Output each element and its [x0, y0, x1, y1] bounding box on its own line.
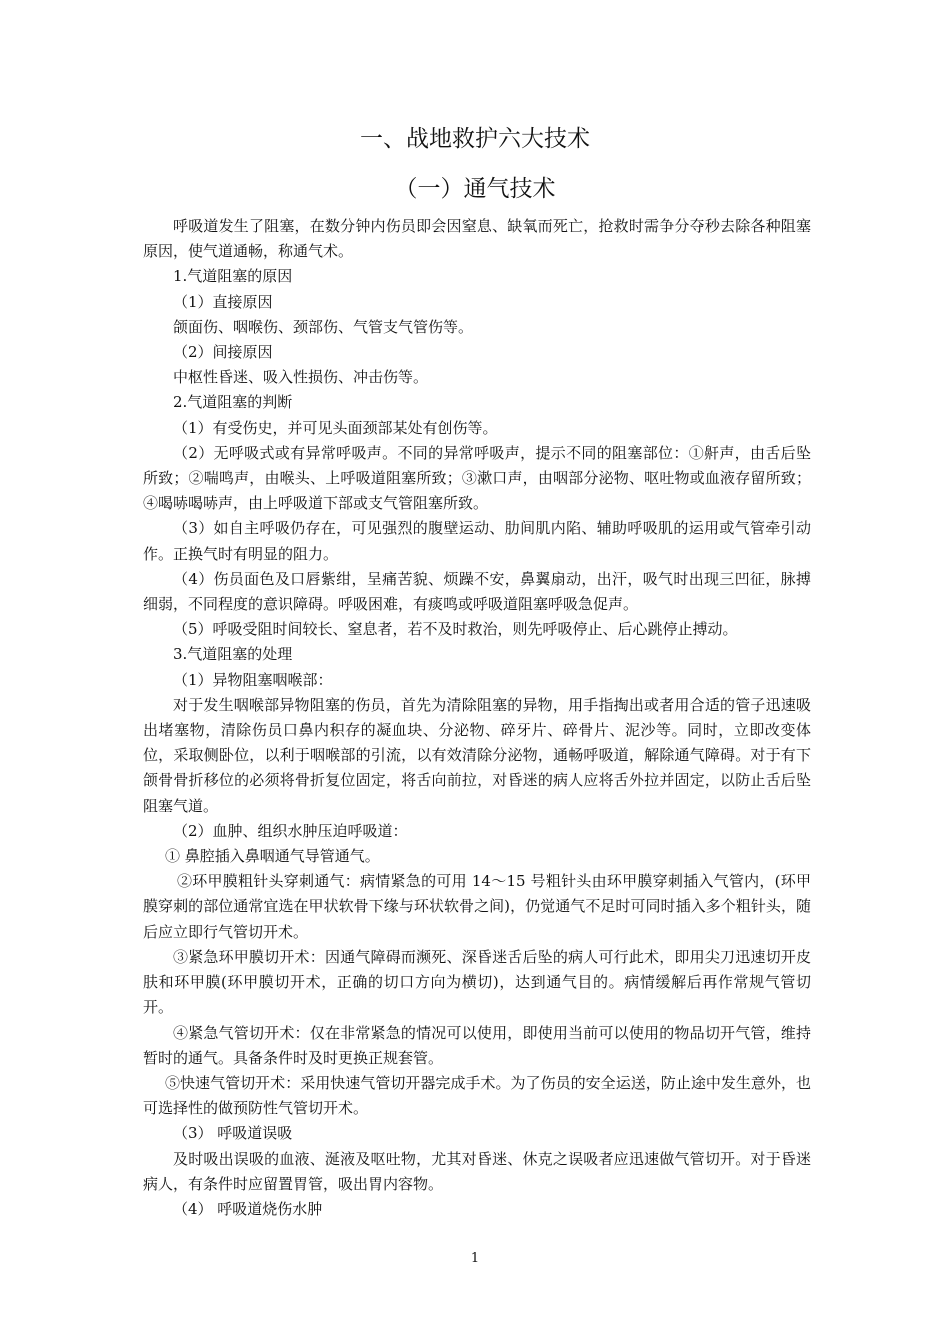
paragraph: 呼吸道发生了阻塞，在数分钟内伤员即会因窒息、缺氧而死亡，抢救时需争分夺秒去除各种阻塞原因，使气道通畅，称通气术。	[143, 217, 811, 261]
paragraph: 对于发生咽喉部异物阻塞的伤员，首先为清除阻塞的异物，用手指掏出或者用合适的管子迅速吸出堵塞物，清除伤员口鼻内积存的凝血块、分泌物、碎牙片、碎骨片、泥沙等。同时，立即改变体位，采取侧卧位，以利于咽喉部的引流，以有效清除分泌物，通畅呼吸道，解除通气障碍。对于有下颌骨骨折移位的必须将骨折复位固定，将舌向前拉，对昏迷的病人应将舌外拉并固定，以防止舌后坠阻塞气道。	[143, 695, 811, 815]
subheading-item: （3） 呼吸道误吸	[173, 1124, 293, 1143]
list-item: ⑤快速气管切开术：采用快速气管切开器完成手术。为了伤员的安全运送，防止途中发生意外，也可选择性的做预防性气管切开术。	[143, 1073, 811, 1118]
list-item: ②环甲膜粗针头穿刺通气：病情紧急的可用 14～15 号粗针头由环甲膜穿刺插入气管内，(环甲膜穿刺的部位通常宜选在甲状软骨下缘与环状软骨之间)，仍觉通气不足时可同时插入多个粗针头，随后应立即行气管切开术。	[143, 872, 811, 941]
subheading-item: （2）血肿、组织水肿压迫呼吸道：	[173, 821, 408, 840]
subheading-item: （2）间接原因	[173, 343, 273, 362]
heading-item: 1.气道阻塞的原因	[173, 267, 293, 286]
page-title: 一、战地救护六大技术	[360, 126, 590, 152]
paragraph: （2）无呼吸式或有异常呼吸声。不同的异常呼吸声，提示不同的阻塞部位：①鼾声，由舌后坠所致；②喘鸣声，由喉头、上呼吸道阻塞所致；③漱口声，由咽部分泌物、呕吐物或血液存留所致；④喝哧喝哧声，由上呼吸道下部或支气管阻塞所致。	[143, 443, 811, 513]
heading-item: 2.气道阻塞的判断	[173, 393, 293, 412]
list-item: ③紧急环甲膜切开术：因通气障碍而濒死、深昏迷舌后坠的病人可行此术，即用尖刀迅速切开皮肤和环甲膜(环甲膜切开术，正确的切口方向为横切)，达到通气目的。病情缓解后再作常规气管切开。	[143, 947, 811, 1017]
document-body	[143, 214, 811, 1222]
section-title: （一）通气技术	[394, 176, 556, 202]
page-number: 1	[470, 1251, 480, 1266]
paragraph: （1）有受伤史，并可见头面颈部某处有创伤等。	[173, 418, 498, 437]
subheading-item: （4） 呼吸道烧伤水肿	[173, 1199, 323, 1218]
paragraph: （5）呼吸受阻时间较长、窒息者，若不及时救治，则先呼吸停止、后心跳停止搏动。	[173, 620, 738, 639]
paragraph: 颌面伤、咽喉伤、颈部伤、气管支气管伤等。	[173, 317, 474, 336]
subheading-item: （1）异物阻塞咽喉部：	[173, 670, 333, 689]
heading-item: 3.气道阻塞的处理	[173, 645, 293, 664]
paragraph: 中枢性昏迷、吸入性损伤、冲击伤等。	[173, 368, 429, 387]
paragraph: （4）伤员面色及口唇紫绀，呈痛苦貌、烦躁不安，鼻翼扇动，出汗，吸气时出现三凹征，脉搏细弱，不同程度的意识障碍。呼吸困难，有痰鸣或呼吸道阻塞呼吸急促声。	[143, 569, 811, 614]
paragraph: 及时吸出误吸的血液、涎液及呕吐物，尤其对昏迷、休克之误吸者应迅速做气管切开。对于昏迷病人，有条件时应留置胃管，吸出胃内容物。	[143, 1149, 811, 1193]
list-item: ① 鼻腔插入鼻咽通气导管通气。	[165, 847, 380, 866]
subheading-item: （1）直接原因	[173, 292, 273, 311]
list-item: ④紧急气管切开术：仅在非常紧急的情况可以使用，即使用当前可以使用的物品切开气管，维持暂时的通气。具备条件时及时更换正规套管。	[143, 1023, 811, 1067]
paragraph: （3）如自主呼吸仍存在，可见强烈的腹壁运动、肋间肌内陷、辅助呼吸肌的运用或气管牵引动作。正换气时有明显的阻力。	[143, 519, 811, 563]
